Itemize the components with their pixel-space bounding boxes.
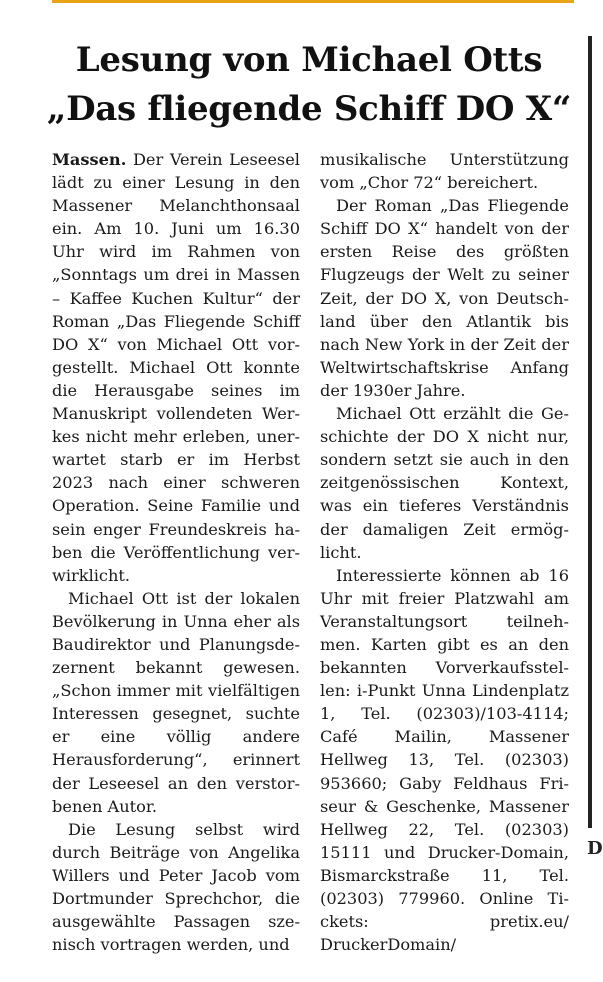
article-paragraph: Michael Ott ist der lokalen Bevölkerung in Unna eher als Baudirektor und Planungsdezernent bekannt gewesen. „Schon immer mit vielfältigen Interessen gesegnet, suchte er eine völlig andere Herausforderung“, erinnert der Leseesel an den verstorbenen Autor.: [52, 588, 300, 816]
headline-line-2: „Das fliegende Schiff DO X“: [46, 89, 572, 129]
top-accent-rule: [52, 0, 574, 3]
dateline: Massen.: [52, 150, 127, 169]
article-paragraph: Die Lesung selbst wird durch Beiträge von Angelika Willers und Peter Jacob vom Dortmunder Sprechchor, die ausgewählte Passagen szenisch vortragen werden, und: [52, 819, 300, 955]
headline-line-1: Lesung von Michael Otts: [75, 40, 543, 80]
article-headline: [40, 36, 578, 134]
article-paragraph: musikalische Unterstützung vom „Chor 72“ bereichert.: [320, 150, 569, 193]
article-paragraph: [52, 148, 300, 587]
article-paragraph: Interessierte können ab 16 Uhr mit freier Platzwahl am Veranstaltungsort teilnehmen. Karten gibt es an den bekannten Vorverkaufsstellen: i-Punkt Unna Lindenplatz 1, Tel. (02303)/103-4114; Café Mailin, Massener Hellweg 13, Tel. (02303) 953660; Gaby Feldhaus Friseur & Geschenke, Massener Hellweg 22, Tel. (02303) 15111 und Drucker-Domain, Bismarckstraße 11, Tel. (02303) 779960. Online Tickets: pretix.eu/ DruckerDomain/: [320, 565, 569, 955]
paragraph-text: Der Verein Leseesel lädt zu einer Lesung in den Massener Melanchthonsaal ein. Am 10. Juni um 16.30 Uhr wird im Rahmen von „Sonntags um drei in Massen – Kaffee Kuchen Kultur“ der Roman „Das Fliegende Schiff DO X“ von Michael Ott vorgestellt. Michael Ott konnte die Herausgabe seines im Manuskript vollendeten Werkes nicht mehr erleben, unerwartet starb er im Herbst 2023 nach einer schweren Operation. Seine Familie und sein enger Freundeskreis haben die Veröffentlichung verwirklicht.: [52, 150, 300, 585]
article-paragraph: Michael Ott erzählt die Geschichte der DO X nicht nur, sondern setzt sie auch in den zeitgenössischen Kontext, was ein tieferes Verständnis der damaligen Zeit ermöglicht.: [320, 404, 569, 562]
article-column-left: [52, 148, 300, 956]
article-paragraph: Der Roman „Das Fliegende Schiff DO X“ handelt von der ersten Reise des größten Flugzeugs der Welt zu seiner Zeit, der DO X, von Deutschland über den Atlantik bis nach New York in der Zeit der Weltwirtschaftskrise Anfang der 1930er Jahre.: [320, 196, 569, 400]
neighbor-article-edge: [588, 36, 592, 828]
neighbor-article-fragment: D: [587, 838, 603, 859]
article-column-right: [320, 148, 569, 956]
